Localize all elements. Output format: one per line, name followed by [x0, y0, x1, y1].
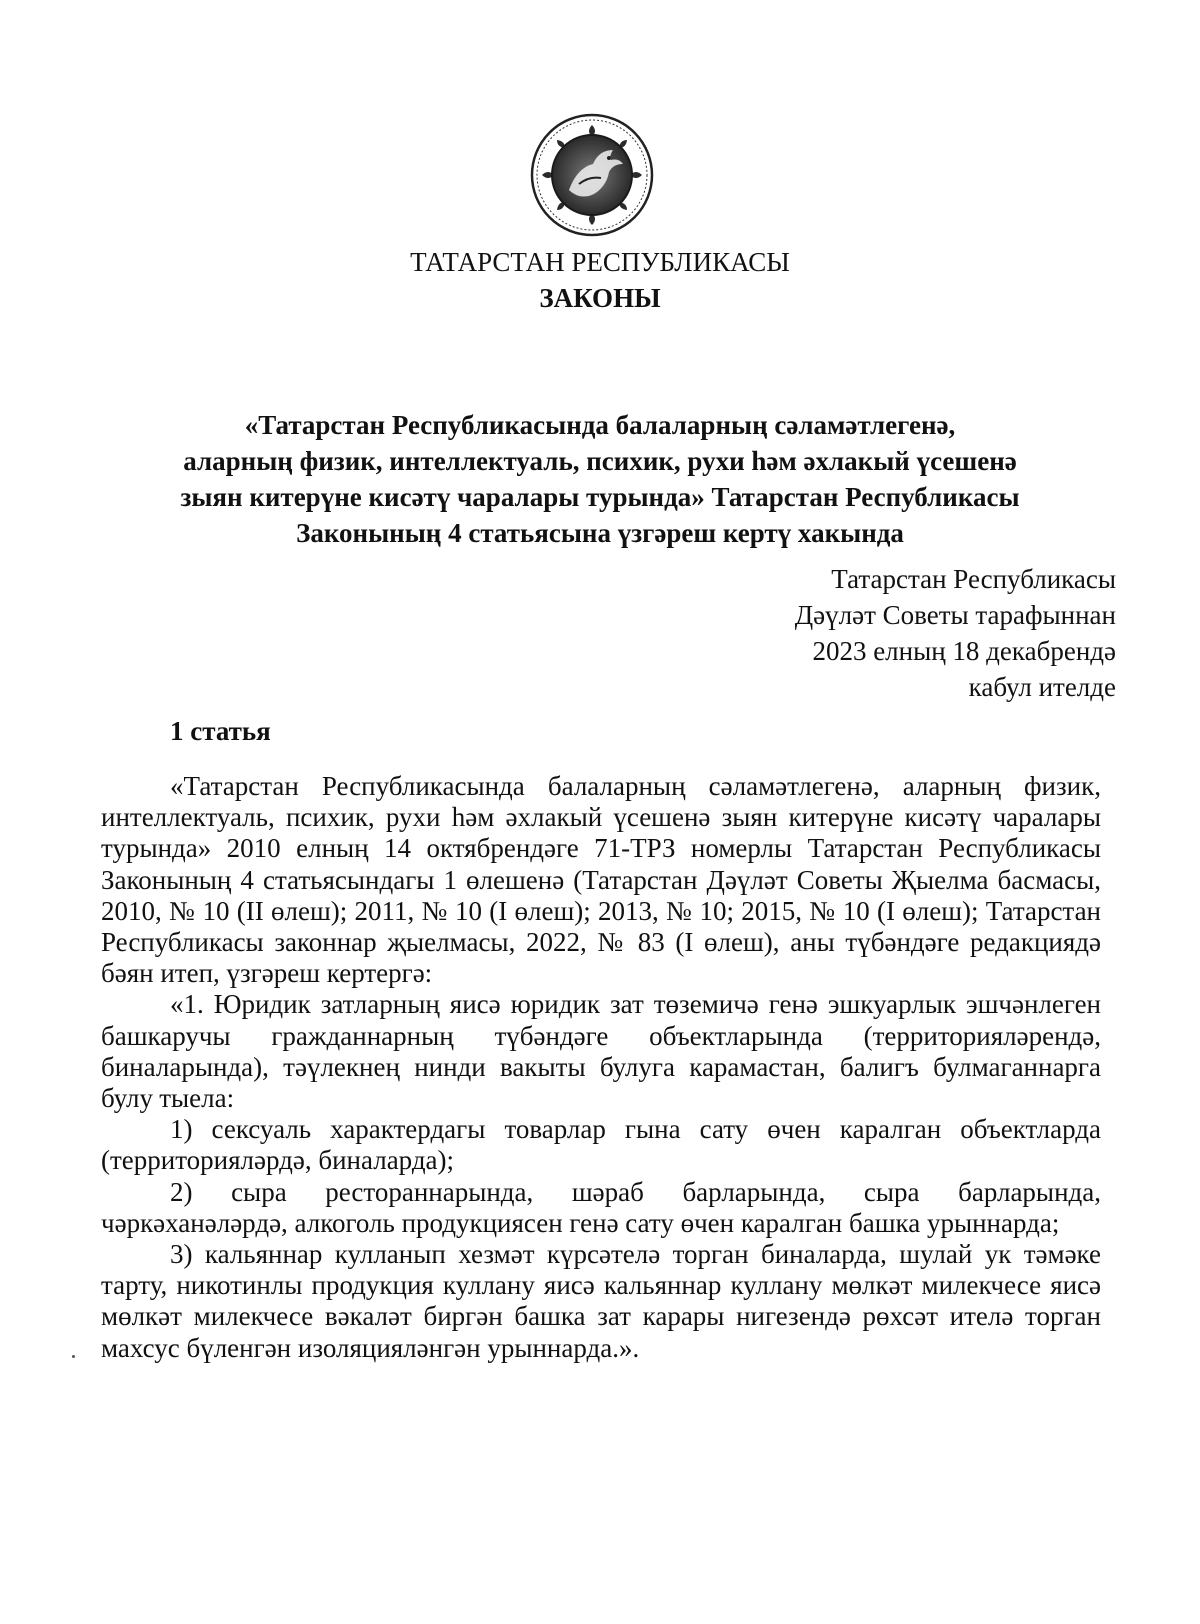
scan-mark — [72, 1355, 75, 1358]
adoption-line: 2023 елның 18 декабрендә — [812, 636, 1116, 666]
article-paragraph: 2) сыра рестораннарында, шәраб барларында, сыра барларында, чәркәханәләрдә, алкоголь продукциясен генә сату өчен каралган башка урыннарда; — [101, 1176, 1101, 1238]
adoption-block — [795, 561, 1116, 705]
law-title-line: зыян китерүне кисәтү чаралары турында» Татарстан Республикасы — [180, 482, 1020, 512]
law-title-line: Законының 4 статьясына үзгәреш кертү хакында — [296, 518, 904, 548]
document-header — [0, 244, 1200, 316]
adoption-line: кабул ителде — [968, 672, 1116, 702]
article-paragraph: 3) кальяннар кулланып хезмәт күрсәтелә торган биналарда, шулай ук тәмәке тарту, никотинлы продукция куллану яисә кальяннар куллану мөлкәт милекчесе яисә мөлкәт милекчесе вәкаләт биргән башка зат карары нигезендә рөхсәт ителә торган махсус бүленгән изоляцияләнгән урыннарда.». — [101, 1239, 1101, 1363]
law-label: ЗАКОНЫ — [539, 283, 661, 313]
law-title-line: аларның физик, интеллектуаль, психик, рухи һәм әхлакый үсешенә — [183, 446, 1017, 476]
adoption-line: Дәүләт Советы тарафыннан — [794, 600, 1116, 630]
article-heading: 1 статья — [170, 716, 271, 746]
article-paragraph: 1) сексуаль характердагы товарлар гына сату өчен каралган объектларда (территорияләрдә, биналарда); — [101, 1114, 1101, 1176]
adoption-line: Татарстан Республикасы — [831, 564, 1116, 594]
republic-name: ТАТАРСТАН РЕСПУБЛИКАСЫ — [410, 247, 790, 277]
article-paragraph: «1. Юридик затларның яисә юридик зат төземичә генә эшкуарлык эшчәнлеген башкаручы гражданнарның түбәндәге объектларында (территорияләрендә, биналарында), тәүлекнең нинди вакыты булуга карамастан, балигъ булмаганнарга булу тыела: — [101, 989, 1101, 1114]
article-body — [101, 771, 1101, 1364]
law-title-line: «Татарстан Республикасында балаларның сәламәтлегенә, — [244, 410, 956, 440]
article-paragraph: «Татарстан Республикасында балаларның сәламәтлегенә, аларның физик, интеллектуаль, психик, рухи һәм әхлакый үсешенә зыян китерүне кисәтү чаралары турында» 2010 елның 14 октябрендәге 71-ТРЗ номерлы Татарстан Республикасы Законының 4 статьясындагы 1 өлешенә (Татарстан Дәүләт Советы Җыелма басмасы, 2010, № 10 (II өлеш); 2011, № 10 (I өлеш); 2013, № 10; 2015, № 10 (I өлеш); Татарстан Республикасы законнар җыелмасы, 2022, № 83 (I өлеш), аны түбәндәге редакциядә бәян итеп, үзгәреш кертергә: — [101, 771, 1101, 989]
law-title — [100, 407, 1100, 551]
tatarstan-emblem-icon — [529, 112, 655, 238]
